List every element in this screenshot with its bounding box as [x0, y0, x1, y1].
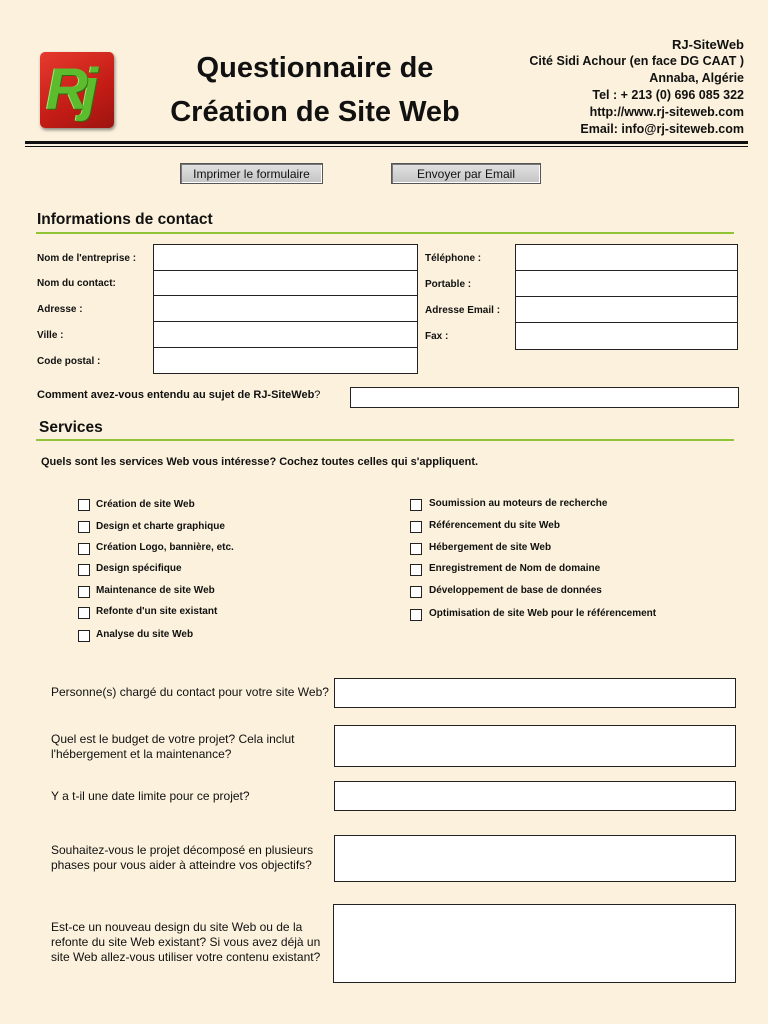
email-form-button[interactable]: Envoyer par Email: [391, 163, 541, 184]
postal-code-label: Code postal :: [37, 356, 101, 367]
checkbox-optimisation[interactable]: [410, 609, 422, 621]
company-website: http://www.rj-siteweb.com: [589, 105, 744, 119]
heard-about-question: [37, 389, 320, 401]
checkbox-label: Hébergement de site Web: [429, 542, 552, 553]
checkbox-design-charte[interactable]: [78, 521, 90, 533]
checkbox-creation-site[interactable]: [78, 499, 90, 511]
city-label: Ville :: [37, 330, 64, 341]
services-question: Quels sont les services Web vous intéresse? Cochez toutes celles qui s'appliquent.: [41, 456, 479, 468]
checkbox-label: Création de site Web: [96, 499, 195, 510]
rj-logo: [40, 52, 114, 128]
checkbox-label: Référencement du site Web: [429, 520, 560, 531]
question-redesign: Est-ce un nouveau design du site Web ou de la refonte du site Web existant? Si vous avez déjà un site Web allez-vous utiliser votre contenu existant?: [51, 920, 321, 964]
checkbox-label: Maintenance de site Web: [96, 585, 215, 596]
checkbox-soumission[interactable]: [410, 499, 422, 511]
question-deadline: Y a t-il une date limite pour ce projet?: [51, 789, 250, 803]
contact-heading-underline: [36, 232, 734, 234]
mobile-input[interactable]: [515, 270, 738, 297]
checkbox-creation-logo[interactable]: [78, 543, 90, 555]
redesign-input[interactable]: [333, 904, 736, 983]
budget-input[interactable]: [334, 725, 736, 767]
checkbox-label: Design et charte graphique: [96, 521, 225, 532]
checkbox-refonte[interactable]: [78, 607, 90, 619]
checkbox-label: Analyse du site Web: [96, 629, 194, 640]
heard-about-mark: ?: [314, 389, 321, 401]
logo-text: Rj: [46, 57, 92, 122]
services-heading-underline: [36, 439, 734, 441]
checkbox-referencement[interactable]: [410, 521, 422, 533]
deadline-input[interactable]: [334, 781, 736, 811]
contact-person-input[interactable]: [334, 678, 736, 708]
title-line-2: Création de Site Web: [170, 96, 460, 128]
phases-input[interactable]: [334, 835, 736, 882]
postal-code-input[interactable]: [153, 347, 418, 374]
question-contact-person: Personne(s) chargé du contact pour votre site Web?: [51, 685, 329, 699]
fax-label: Fax :: [425, 331, 449, 342]
checkbox-label: Création Logo, bannière, etc.: [96, 542, 234, 553]
checkbox-base-donnees[interactable]: [410, 586, 422, 598]
contact-name-input[interactable]: [153, 270, 418, 296]
phone-input[interactable]: [515, 244, 738, 271]
company-name-label: Nom de l'entreprise :: [37, 253, 137, 264]
city-input[interactable]: [153, 321, 418, 348]
email-input[interactable]: [515, 296, 738, 323]
company-email: Email: info@rj-siteweb.com: [580, 122, 744, 136]
company-info: [529, 36, 744, 138]
checkbox-analyse[interactable]: [78, 630, 90, 642]
page-title: [150, 46, 480, 134]
checkbox-label: Refonte d'un site existant: [96, 606, 218, 617]
checkbox-nom-domaine[interactable]: [410, 564, 422, 576]
contact-name-label: Nom du contact:: [37, 278, 116, 289]
fax-input[interactable]: [515, 322, 738, 350]
checkbox-label: Optimisation de site Web pour le référencement: [429, 608, 657, 619]
mobile-label: Portable :: [425, 279, 472, 290]
checkbox-label: Développement de base de données: [429, 585, 602, 596]
company-name: RJ-SiteWeb: [672, 37, 744, 52]
services-heading: Services: [39, 419, 103, 436]
print-form-button[interactable]: Imprimer le formulaire: [180, 163, 323, 184]
checkbox-hebergement[interactable]: [410, 543, 422, 555]
heard-about-text: Comment avez-vous entendu au sujet de RJ-SiteWeb: [37, 389, 315, 401]
phone-label: Téléphone :: [425, 253, 482, 264]
form-page: [22, 0, 748, 1024]
header-divider-thin: [25, 146, 748, 147]
company-address: Cité Sidi Achour (en face DG CAAT ): [529, 54, 744, 68]
address-input[interactable]: [153, 295, 418, 322]
title-line-1: Questionnaire de: [196, 52, 434, 84]
checkbox-maintenance[interactable]: [78, 586, 90, 598]
question-phases: Souhaitez-vous le projet décomposé en plusieurs phases pour vous aider à atteindre vos objectifs?: [51, 843, 314, 872]
checkbox-design-specifique[interactable]: [78, 564, 90, 576]
company-city: Annaba, Algérie: [649, 71, 744, 85]
checkbox-label: Design spécifique: [96, 563, 182, 574]
checkbox-label: Enregistrement de Nom de domaine: [429, 563, 601, 574]
email-label: Adresse Email :: [425, 305, 501, 316]
checkbox-label: Soumission au moteurs de recherche: [429, 498, 608, 509]
contact-heading: Informations de contact: [37, 211, 213, 228]
company-phone: Tel : + 213 (0) 696 085 322: [592, 88, 744, 102]
address-label: Adresse :: [37, 304, 83, 315]
company-name-input[interactable]: [153, 244, 418, 271]
heard-about-input[interactable]: [350, 387, 739, 408]
header-divider: [25, 141, 748, 144]
question-budget: Quel est le budget de votre projet? Cela inclut l'hébergement et la maintenance?: [51, 732, 295, 761]
